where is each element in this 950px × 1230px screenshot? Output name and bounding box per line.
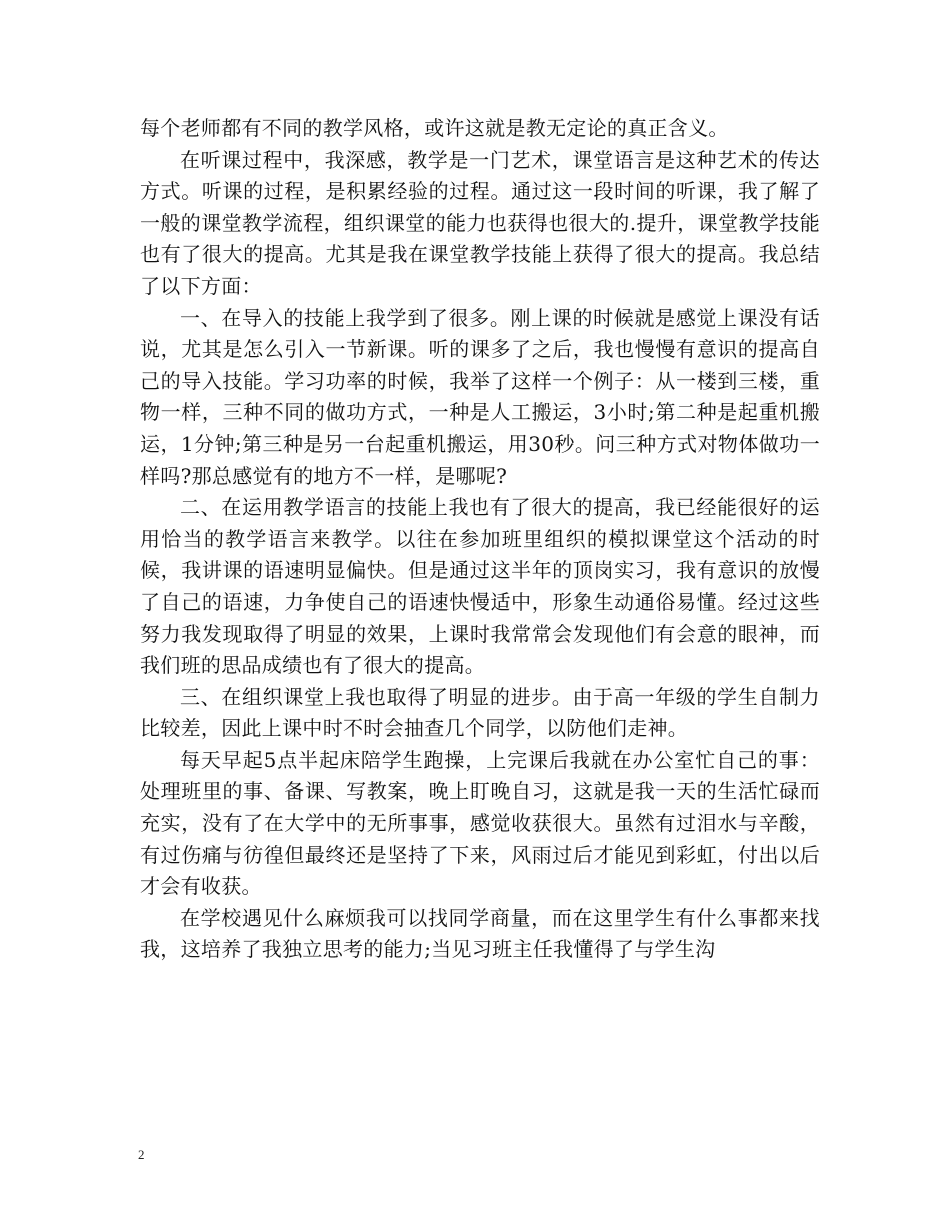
paragraph-5: 三、在组织课堂上我也取得了明显的进步。由于高一年级的学生自制力比较差，因此上课中时不时会抽查几个同学，以防他们走神。 <box>140 684 820 741</box>
paragraph-6: 每天早起5点半起床陪学生跑操，上完课后我就在办公室忙自己的事：处理班里的事、备课、写教案，晚上盯晚自习，这就是我一天的生活忙碌而充实，没有了在大学中的无所事事，感觉收获很大。虽然有过泪水与辛酸，有过伤痛与彷徨但最终还是坚持了下来，风雨过后才能见到彩虹，付出以后才会有收获。 <box>140 747 820 899</box>
paragraph-4: 二、在运用教学语言的技能上我也有了很大的提高，我已经能很好的运用恰当的教学语言来教学。以往在参加班里组织的模拟课堂这个活动的时候，我讲课的语速明显偏快。但是通过这半年的顶岗实习，我有意识的放慢了自己的语速，力争使自己的语速快慢适中，形象生动通俗易懂。经过这些努力我发现取得了明显的效果，上课时我常常会发现他们有会意的眼神，而我们班的思品成绩也有了很大的提高。 <box>140 495 820 678</box>
paragraph-2: 在听课过程中，我深感，教学是一门艺术，课堂语言是这种艺术的传达方式。听课的过程，是积累经验的过程。通过这一段时间的听课，我了解了一般的课堂教学流程，组织课堂的能力也获得也很大的.提升，课堂教学技能也有了很大的提高。尤其是我在课堂教学技能上获得了很大的提高。我总结了以下方面： <box>140 147 820 298</box>
paragraph-3: 一、在导入的技能上我学到了很多。刚上课的时候就是感觉上课没有话说，尤其是怎么引入一节新课。听的课多了之后，我也慢慢有意识的提高自己的导入技能。学习功率的时候，我举了这样一个例子：从一楼到三楼，重物一样，三种不同的做功方式，一种是人工搬运，3小时;第二种是起重机搬运，1分钟;第三种是另一台起重机搬运，用30秒。问三种方式对物体做功一样吗?那总感觉有的地方不一样，是哪呢? <box>140 305 820 488</box>
paragraph-7: 在学校遇见什么麻烦我可以找同学商量，而在这里学生有什么事都来找我，这培养了我独立思考的能力;当见习班主任我懂得了与学生沟 <box>140 905 820 962</box>
document-body <box>140 113 820 966</box>
page-number: 2 <box>138 1147 145 1162</box>
paragraph-1: 每个老师都有不同的教学风格，或许这就是教无定论的真正含义。 <box>140 116 729 140</box>
